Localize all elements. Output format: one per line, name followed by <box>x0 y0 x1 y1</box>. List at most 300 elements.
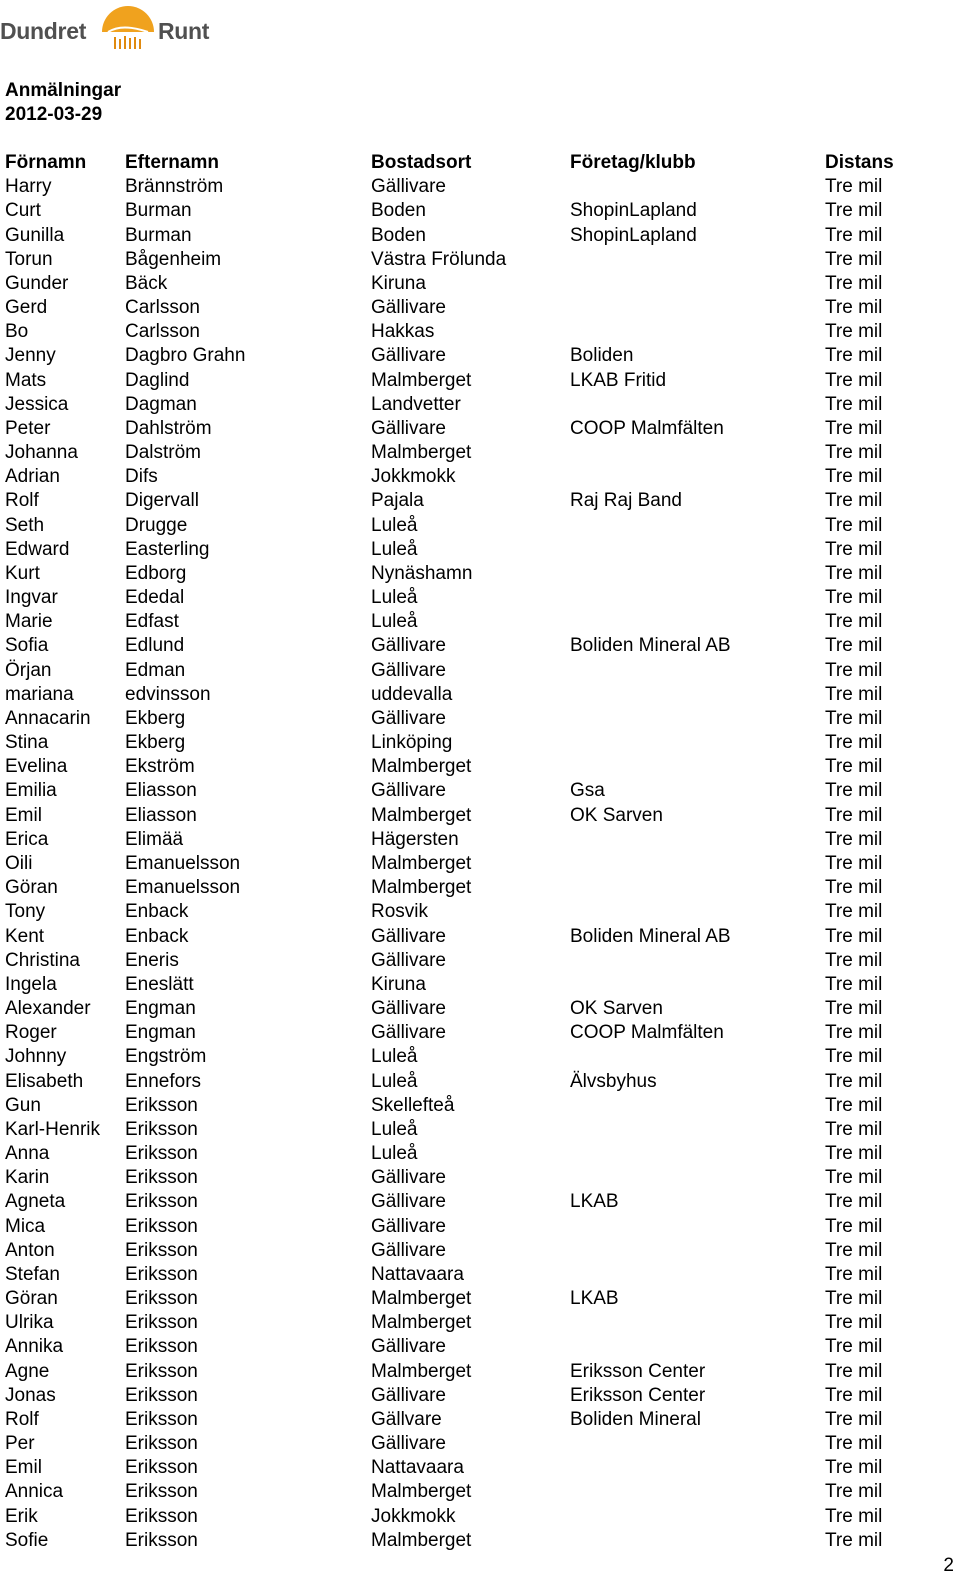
cell-distance: Tre mil <box>825 417 883 439</box>
table-row <box>5 974 945 998</box>
cell-distance: Tre mil <box>825 1167 883 1189</box>
cell-first-name: Gunder <box>5 272 69 294</box>
cell-city: Gällivare <box>371 998 446 1020</box>
cell-first-name: Gunilla <box>5 224 65 246</box>
sun-runners-logo-icon <box>100 4 156 54</box>
column-header-last-name: Efternamn <box>125 152 219 173</box>
cell-city: Jokkmokk <box>371 466 456 488</box>
cell-last-name: Engström <box>125 1046 207 1068</box>
table-row <box>5 1216 945 1240</box>
cell-distance: Tre mil <box>825 562 883 584</box>
cell-distance: Tre mil <box>825 925 883 947</box>
cell-first-name: Oili <box>5 852 33 874</box>
cell-last-name: Engman <box>125 998 196 1020</box>
table-row <box>5 563 945 587</box>
table-row <box>5 321 945 345</box>
cell-distance: Tre mil <box>825 901 883 923</box>
cell-first-name: Mica <box>5 1215 46 1237</box>
table-row <box>5 1167 945 1191</box>
logo-word-left: Dundret <box>0 18 87 44</box>
cell-city: Gällivare <box>371 1239 446 1261</box>
cell-first-name: Anna <box>5 1143 50 1165</box>
table-row <box>5 442 945 466</box>
cell-first-name: Jenny <box>5 345 56 367</box>
cell-first-name: Karl-Henrik <box>5 1118 101 1140</box>
column-header-club: Företag/klubb <box>570 152 696 173</box>
cell-first-name: Stefan <box>5 1263 60 1285</box>
cell-city: Gällvare <box>371 1408 442 1430</box>
cell-last-name: Eriksson <box>125 1094 198 1116</box>
cell-last-name: Eriksson <box>125 1143 198 1165</box>
cell-distance: Tre mil <box>825 1360 883 1382</box>
table-row <box>5 539 945 563</box>
cell-first-name: Gun <box>5 1094 41 1116</box>
cell-club: Eriksson Center <box>570 1360 706 1382</box>
table-row <box>5 1385 945 1409</box>
cell-club: Gsa <box>570 780 605 802</box>
table-row <box>5 950 945 974</box>
cell-club: Boliden Mineral AB <box>570 635 731 657</box>
cell-distance: Tre mil <box>825 1191 883 1213</box>
cell-first-name: Bo <box>5 321 29 343</box>
cell-last-name: Eriksson <box>125 1384 198 1406</box>
document-date: 2012-03-29 <box>5 104 103 125</box>
cell-distance: Tre mil <box>825 1239 883 1261</box>
cell-distance: Tre mil <box>825 1505 883 1527</box>
cell-first-name: Sofie <box>5 1529 49 1551</box>
cell-first-name: Kent <box>5 925 45 947</box>
cell-first-name: Kurt <box>5 562 40 584</box>
table-row <box>5 225 945 249</box>
cell-first-name: Agneta <box>5 1191 66 1213</box>
cell-city: Gällivare <box>371 780 446 802</box>
cell-city: Gällivare <box>371 707 446 729</box>
cell-first-name: Jessica <box>5 393 69 415</box>
cell-last-name: Eriksson <box>125 1239 198 1261</box>
dundret-runt-logo <box>0 4 220 54</box>
cell-distance: Tre mil <box>825 587 883 609</box>
cell-city: Malmberget <box>371 369 472 391</box>
cell-club: OK Sarven <box>570 998 663 1020</box>
cell-club: Älvsbyhus <box>570 1070 657 1092</box>
cell-last-name: Eriksson <box>125 1118 198 1140</box>
cell-city: Malmberget <box>371 852 472 874</box>
cell-club: OK Sarven <box>570 804 663 826</box>
table-row <box>5 1361 945 1385</box>
cell-distance: Tre mil <box>825 1384 883 1406</box>
cell-first-name: Annika <box>5 1336 64 1358</box>
cell-last-name: Enback <box>125 901 189 923</box>
cell-last-name: Eriksson <box>125 1360 198 1382</box>
cell-club: ShopinLapland <box>570 200 697 222</box>
cell-last-name: Burman <box>125 224 192 246</box>
table-row <box>5 684 945 708</box>
cell-first-name: Erik <box>5 1505 38 1527</box>
cell-last-name: Difs <box>125 466 158 488</box>
cell-last-name: Eriksson <box>125 1481 198 1503</box>
cell-distance: Tre mil <box>825 732 883 754</box>
logo-word-right: Runt <box>158 18 210 44</box>
cell-first-name: Elisabeth <box>5 1070 84 1092</box>
column-header-city: Bostadsort <box>371 152 472 173</box>
cell-distance: Tre mil <box>825 756 883 778</box>
cell-last-name: Digervall <box>125 490 199 512</box>
table-row <box>5 1506 945 1530</box>
table-row <box>5 756 945 780</box>
cell-city: Boden <box>371 224 426 246</box>
cell-city: Gällivare <box>371 1336 446 1358</box>
cell-club: Eriksson Center <box>570 1384 706 1406</box>
cell-first-name: Emilia <box>5 780 57 802</box>
cell-city: Malmberget <box>371 1288 472 1310</box>
cell-first-name: Rolf <box>5 1408 39 1430</box>
cell-distance: Tre mil <box>825 707 883 729</box>
cell-club: COOP Malmfälten <box>570 1022 724 1044</box>
cell-distance: Tre mil <box>825 1143 883 1165</box>
table-row <box>5 708 945 732</box>
cell-last-name: Bågenheim <box>125 248 222 270</box>
cell-last-name: Emanuelsson <box>125 877 241 899</box>
cell-city: Luleå <box>371 1143 418 1165</box>
table-row <box>5 176 945 200</box>
cell-first-name: Curt <box>5 200 41 222</box>
cell-city: Malmberget <box>371 1529 472 1551</box>
cell-city: Gällivare <box>371 1022 446 1044</box>
cell-last-name: Eriksson <box>125 1312 198 1334</box>
cell-first-name: Johnny <box>5 1046 67 1068</box>
table-row <box>5 1433 945 1457</box>
cell-first-name: Roger <box>5 1022 57 1044</box>
cell-first-name: Tony <box>5 901 46 923</box>
cell-last-name: Easterling <box>125 538 210 560</box>
table-row <box>5 1530 945 1554</box>
cell-first-name: Edward <box>5 538 70 560</box>
cell-last-name: Eriksson <box>125 1167 198 1189</box>
cell-distance: Tre mil <box>825 200 883 222</box>
cell-first-name: Stina <box>5 732 49 754</box>
cell-distance: Tre mil <box>825 224 883 246</box>
cell-city: Boden <box>371 200 426 222</box>
cell-distance: Tre mil <box>825 635 883 657</box>
cell-city: Pajala <box>371 490 424 512</box>
cell-first-name: Ingela <box>5 973 57 995</box>
table-row <box>5 297 945 321</box>
cell-city: Hägersten <box>371 828 459 850</box>
table-row <box>5 370 945 394</box>
cell-last-name: Eriksson <box>125 1263 198 1285</box>
cell-distance: Tre mil <box>825 345 883 367</box>
cell-distance: Tre mil <box>825 780 883 802</box>
cell-first-name: Alexander <box>5 998 91 1020</box>
table-row <box>5 635 945 659</box>
cell-last-name: Drugge <box>125 514 188 536</box>
table-row <box>5 394 945 418</box>
cell-city: Nattavaara <box>371 1457 464 1479</box>
cell-city: Luleå <box>371 514 418 536</box>
cell-first-name: Ulrika <box>5 1312 54 1334</box>
cell-distance: Tre mil <box>825 659 883 681</box>
cell-distance: Tre mil <box>825 1022 883 1044</box>
table-row <box>5 1288 945 1312</box>
cell-last-name: Dahlström <box>125 417 212 439</box>
cell-city: Gällivare <box>371 1191 446 1213</box>
cell-city: Gällivare <box>371 925 446 947</box>
cell-last-name: Enback <box>125 925 189 947</box>
cell-last-name: Eriksson <box>125 1215 198 1237</box>
cell-distance: Tre mil <box>825 1529 883 1551</box>
cell-first-name: Agne <box>5 1360 50 1382</box>
table-row <box>5 1071 945 1095</box>
cell-last-name: Eneris <box>125 949 179 971</box>
table-row <box>5 1046 945 1070</box>
table-row <box>5 926 945 950</box>
cell-last-name: Burman <box>125 200 192 222</box>
cell-last-name: Elimää <box>125 828 184 850</box>
cell-distance: Tre mil <box>825 490 883 512</box>
column-header-distance: Distans <box>825 152 894 173</box>
cell-city: Luleå <box>371 538 418 560</box>
cell-city: Västra Frölunda <box>371 248 507 270</box>
cell-club: Raj Raj Band <box>570 490 682 512</box>
cell-club: LKAB <box>570 1191 619 1213</box>
cell-club: LKAB <box>570 1288 619 1310</box>
cell-city: Malmberget <box>371 442 472 464</box>
cell-distance: Tre mil <box>825 1336 883 1358</box>
cell-distance: Tre mil <box>825 1457 883 1479</box>
cell-distance: Tre mil <box>825 393 883 415</box>
table-row <box>5 1095 945 1119</box>
cell-city: Gällivare <box>371 1167 446 1189</box>
cell-first-name: Adrian <box>5 466 60 488</box>
cell-last-name: Ekberg <box>125 707 186 729</box>
table-row <box>5 1481 945 1505</box>
cell-club: Boliden <box>570 345 634 367</box>
table-row <box>5 611 945 635</box>
cell-last-name: Eliasson <box>125 804 197 826</box>
table-row <box>5 587 945 611</box>
table-row <box>5 805 945 829</box>
cell-last-name: Eriksson <box>125 1288 198 1310</box>
cell-last-name: Eriksson <box>125 1336 198 1358</box>
cell-last-name: Engman <box>125 1022 196 1044</box>
cell-city: Kiruna <box>371 272 426 294</box>
cell-distance: Tre mil <box>825 1094 883 1116</box>
cell-distance: Tre mil <box>825 514 883 536</box>
cell-city: Malmberget <box>371 1312 472 1334</box>
cell-city: Gällivare <box>371 635 446 657</box>
table-row <box>5 998 945 1022</box>
cell-distance: Tre mil <box>825 611 883 633</box>
cell-first-name: Torun <box>5 248 53 270</box>
cell-first-name: Harry <box>5 176 52 198</box>
cell-club: ShopinLapland <box>570 224 697 246</box>
table-row <box>5 732 945 756</box>
table-row <box>5 1336 945 1360</box>
table-row <box>5 1240 945 1264</box>
cell-first-name: Karin <box>5 1167 50 1189</box>
cell-distance: Tre mil <box>825 1288 883 1310</box>
table-row <box>5 780 945 804</box>
cell-distance: Tre mil <box>825 828 883 850</box>
cell-distance: Tre mil <box>825 297 883 319</box>
table-row <box>5 1409 945 1433</box>
cell-first-name: Seth <box>5 514 45 536</box>
cell-last-name: Bäck <box>125 272 168 294</box>
cell-distance: Tre mil <box>825 683 883 705</box>
cell-first-name: Anton <box>5 1239 55 1261</box>
cell-last-name: Dagman <box>125 393 197 415</box>
cell-distance: Tre mil <box>825 321 883 343</box>
cell-last-name: Dalström <box>125 442 202 464</box>
cell-last-name: Edborg <box>125 562 187 584</box>
table-row <box>5 249 945 273</box>
table-row <box>5 345 945 369</box>
cell-last-name: Eriksson <box>125 1408 198 1430</box>
cell-first-name: Örjan <box>5 659 52 681</box>
cell-distance: Tre mil <box>825 369 883 391</box>
cell-last-name: Ennefors <box>125 1070 202 1092</box>
cell-distance: Tre mil <box>825 1215 883 1237</box>
cell-first-name: Jonas <box>5 1384 56 1406</box>
cell-last-name: Eriksson <box>125 1505 198 1527</box>
cell-city: Gällivare <box>371 297 446 319</box>
cell-first-name: Christina <box>5 949 80 971</box>
cell-distance: Tre mil <box>825 442 883 464</box>
cell-distance: Tre mil <box>825 466 883 488</box>
cell-city: Linköping <box>371 732 453 754</box>
cell-distance: Tre mil <box>825 804 883 826</box>
cell-last-name: Daglind <box>125 369 190 391</box>
cell-distance: Tre mil <box>825 248 883 270</box>
table-row <box>5 200 945 224</box>
table-row <box>5 490 945 514</box>
cell-last-name: Dagbro Grahn <box>125 345 246 367</box>
cell-first-name: Evelina <box>5 756 68 778</box>
cell-city: Gällivare <box>371 176 446 198</box>
cell-first-name: Ingvar <box>5 587 58 609</box>
cell-city: Rosvik <box>371 901 429 923</box>
cell-city: Jokkmokk <box>371 1505 456 1527</box>
cell-distance: Tre mil <box>825 1118 883 1140</box>
table-row <box>5 1119 945 1143</box>
cell-city: Kiruna <box>371 973 426 995</box>
cell-city: Gällivare <box>371 345 446 367</box>
cell-club: Boliden Mineral <box>570 1408 701 1430</box>
cell-first-name: Sofia <box>5 635 49 657</box>
table-row <box>5 1191 945 1215</box>
cell-last-name: Eneslätt <box>125 973 194 995</box>
table-row <box>5 1457 945 1481</box>
cell-city: Luleå <box>371 1070 418 1092</box>
cell-last-name: Eliasson <box>125 780 197 802</box>
table-header-row <box>5 152 945 176</box>
cell-first-name: Annacarin <box>5 707 91 729</box>
cell-first-name: Per <box>5 1433 35 1455</box>
cell-city: Gällivare <box>371 1384 446 1406</box>
cell-city: Gällivare <box>371 1433 446 1455</box>
cell-last-name: Edman <box>125 659 186 681</box>
cell-distance: Tre mil <box>825 852 883 874</box>
table-row <box>5 829 945 853</box>
cell-first-name: Göran <box>5 877 58 899</box>
cell-distance: Tre mil <box>825 1433 883 1455</box>
page-number: 2 <box>943 1555 954 1576</box>
cell-last-name: Carlsson <box>125 321 200 343</box>
cell-city: Nattavaara <box>371 1263 464 1285</box>
cell-distance: Tre mil <box>825 1046 883 1068</box>
cell-distance: Tre mil <box>825 949 883 971</box>
cell-club: COOP Malmfälten <box>570 417 724 439</box>
cell-city: Gällivare <box>371 417 446 439</box>
table-row <box>5 1312 945 1336</box>
table-row <box>5 1022 945 1046</box>
cell-city: Malmberget <box>371 804 472 826</box>
cell-city: Luleå <box>371 587 418 609</box>
cell-distance: Tre mil <box>825 1481 883 1503</box>
cell-city: Malmberget <box>371 877 472 899</box>
cell-first-name: Emil <box>5 804 42 826</box>
cell-distance: Tre mil <box>825 998 883 1020</box>
table-row <box>5 515 945 539</box>
cell-distance: Tre mil <box>825 973 883 995</box>
cell-last-name: Eriksson <box>125 1433 198 1455</box>
cell-first-name: Peter <box>5 417 51 439</box>
cell-last-name: Ekström <box>125 756 195 778</box>
cell-last-name: Emanuelsson <box>125 852 241 874</box>
table-row <box>5 1264 945 1288</box>
cell-club: LKAB Fritid <box>570 369 667 391</box>
cell-last-name: Edfast <box>125 611 179 633</box>
cell-distance: Tre mil <box>825 272 883 294</box>
cell-last-name: edvinsson <box>125 683 211 705</box>
cell-city: Luleå <box>371 1118 418 1140</box>
cell-first-name: Emil <box>5 1457 42 1479</box>
cell-city: Luleå <box>371 1046 418 1068</box>
cell-last-name: Edlund <box>125 635 185 657</box>
table-row <box>5 418 945 442</box>
cell-city: Malmberget <box>371 1481 472 1503</box>
cell-distance: Tre mil <box>825 1070 883 1092</box>
cell-last-name: Brännström <box>125 176 224 198</box>
cell-city: Gällivare <box>371 659 446 681</box>
cell-first-name: mariana <box>5 683 74 705</box>
cell-city: Skellefteå <box>371 1094 455 1116</box>
cell-city: uddevalla <box>371 683 453 705</box>
cell-city: Nynäshamn <box>371 562 473 584</box>
cell-first-name: Johanna <box>5 442 78 464</box>
cell-last-name: Eriksson <box>125 1191 198 1213</box>
cell-last-name: Ekberg <box>125 732 186 754</box>
cell-last-name: Carlsson <box>125 297 200 319</box>
cell-distance: Tre mil <box>825 877 883 899</box>
cell-club: Boliden Mineral AB <box>570 925 731 947</box>
table-row <box>5 853 945 877</box>
cell-last-name: Eriksson <box>125 1457 198 1479</box>
cell-distance: Tre mil <box>825 1312 883 1334</box>
cell-city: Gällivare <box>371 1215 446 1237</box>
cell-distance: Tre mil <box>825 1263 883 1285</box>
cell-first-name: Marie <box>5 611 53 633</box>
cell-first-name: Erica <box>5 828 49 850</box>
table-row <box>5 877 945 901</box>
cell-city: Malmberget <box>371 1360 472 1382</box>
table-row <box>5 901 945 925</box>
table-row <box>5 660 945 684</box>
cell-first-name: Annica <box>5 1481 64 1503</box>
document-title: Anmälningar <box>5 80 122 101</box>
cell-first-name: Mats <box>5 369 47 391</box>
cell-last-name: Eriksson <box>125 1529 198 1551</box>
